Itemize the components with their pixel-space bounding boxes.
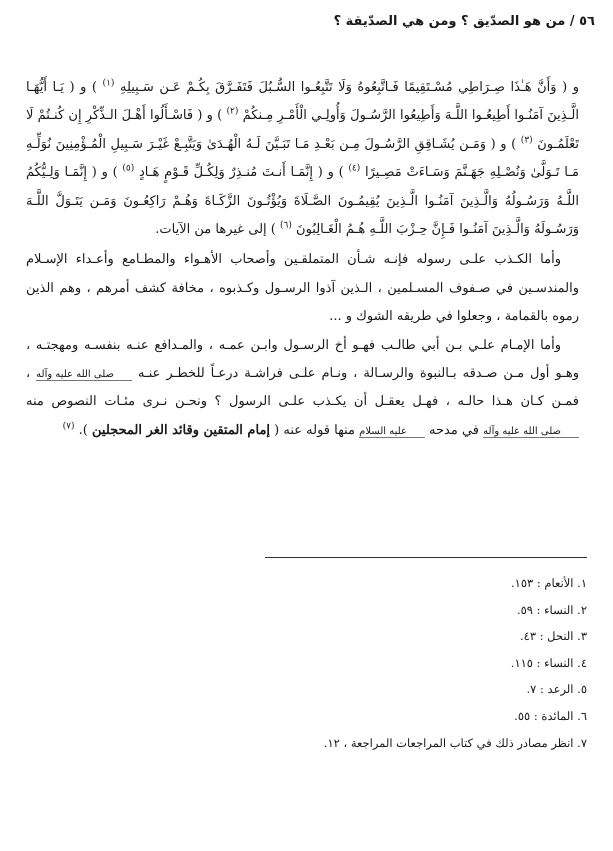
honorific-glyph: عليه السلام — [359, 427, 425, 438]
honorific-glyph: صلى الله عليه وآله — [483, 427, 579, 438]
quran-verse-4: وَمَـن يُشَـاقِقِ الرَّسُـولَ مِـن بَعْـدِ مَـا تَبَـيَّنَ لَـهُ الْهُـدَىٰ وَيَتَّبِـعْ غَيْـرَ سَـبِيلِ الْمُـؤْمِنِينَ نُوَلِّـهِ مَـا تَـوَلَّىٰ وَنُصْـلِهِ جَهَـنَّمَ وَسَـاءَتْ مَصِـيرًا — [26, 136, 579, 181]
imam-text-3: في مدحه — [429, 422, 480, 438]
footnote-ref-3[interactable]: (٣) — [520, 135, 533, 146]
quran-verse-6: إِنَّمَـا وَلِـيُّكُمُ اللَّـهُ وَرَسُـولُهُ وَالَّـذِينَ آمَنُـوا الَّـذِينَ يُقِيمُـونَ الصَّـلَاةَ وَيُؤْتُـونَ الزَّكَـاةَ وَهُـمْ رَاكِعُـونَ وَمَـن يَتَـوَلَّ اللَّـهَ وَرَسُـولَهُ وَالَّـذِينَ آمَنُـوا فَـإِنَّ حِـزْبَ اللَّـهِ هُـمُ الْغَـالِبُونَ — [26, 165, 579, 238]
footnote-item: ٦. المائدة : ٥٥. — [514, 708, 587, 723]
quran-verse-2: يَـا أَيُّهَـا الَّـذِينَ آمَنُـوا أَطِيعُـوا اللَّـهَ وَأَطِيعُوا الرَّسُـولَ وَأُولِـي الْأَمْـرِ مِـنكُمْ — [26, 80, 579, 124]
honorific-glyph: صلى الله عليه وآله — [36, 370, 132, 381]
imam-text-4: منها قوله عنه ( — [274, 422, 355, 438]
paragraph-imam-ali — [26, 332, 579, 446]
paragraph-lying: وأما الكـذب علـى رسوله فإنـه شـأن المتملقـين وأصحاب الأهـواء والمطـامع وأعـداء الإسـلام والمندسـين في صـفوف المسـلمين ، الـذين آذوا الرسـول وكـذبوه ، مخافة كشف أمرهم ، وهم الذين رموه بالقمامة ، وجعلوا في طريقه الشوك و ... — [26, 252, 579, 325]
footnote-item: ٧. انظر مصادر ذلك في كتاب المراجعات المراجعة ، ١٢. — [323, 735, 587, 750]
verses-tail: ) إلى غيرها من الآيات. — [155, 222, 276, 238]
hadith-quote: إمام المتقين وقائد الغر المحجلين — [92, 422, 271, 438]
imam-text-2: ، فمـن كـان هـذا حالـه ، فهـل يعقـل أن يكـذب علـى الرسول ؟ ونحـن نـرى مئـات النصوص منه — [26, 366, 579, 410]
footnote-divider — [265, 557, 587, 558]
connector-3: ) و ( — [490, 136, 517, 152]
paren-open: و ( — [562, 80, 579, 95]
footnote-ref-7[interactable]: (٧) — [62, 421, 75, 432]
quote-close: ). — [78, 422, 88, 438]
quran-verse-5: إِنَّمَـا أَنـتَ مُنـذِرٌ وَلِكُـلِّ قَـوْمٍ هَـادٍ — [139, 165, 314, 181]
footnotes-list — [265, 570, 587, 756]
footnote-item: ٤. النساء : ١١٥. — [510, 655, 587, 670]
connector-4: ) و ( — [317, 165, 344, 181]
footnote-item: ١. الأنعام : ١٥٣. — [511, 576, 587, 590]
footnote-item: ٣. النحل : ٤٣. — [519, 629, 587, 644]
imam-text-1: وأما الإمـام علـي بـن أبي طالـب فهـو أخ الرسـول وابـن عمـه ، والمـدافع عنـه بنفسـه ومهجتـه ، وهـو أول مـن صـدقه بـالنبوة والرسـالة ، ونـام علـى فراشـة درعـاً للخطـر عنـه — [26, 337, 579, 382]
page-header: ٥٦ / من هو الصدّيق ؟ ومن هي الصدّيقة ؟ — [333, 14, 595, 29]
footnote-ref-6[interactable]: (٦) — [280, 220, 292, 231]
footnote-ref-2[interactable]: (٢) — [226, 107, 239, 118]
footnote-item: ٢. النساء : ٥٩. — [516, 602, 587, 617]
quran-verse-3: فَاسْـأَلُوا أَهْـلَ الـذِّكْرِ إِن كُنـتُمْ لَا تَعْلَمُـونَ — [26, 108, 580, 152]
connector-1: ) و ( — [69, 80, 97, 95]
footnote-item: ٥. الرعد : ٧. — [526, 682, 587, 697]
footnote-ref-4[interactable]: (٤) — [348, 163, 361, 174]
paragraph-verses — [26, 74, 579, 244]
main-text — [26, 74, 579, 445]
quran-verse-1: وَأَنَّ هَـٰذَا صِـرَاطِي مُسْـتَقِيمًا فَـاتَّبِعُوهُ وَلَا تَتَّبِعُـوا السُّـبُلَ فَتَفَـرَّقَ بِكُـمْ عَـن سَـبِيلِهِ — [119, 80, 557, 95]
footnote-ref-1[interactable]: (١) — [102, 78, 115, 89]
footnote-ref-5[interactable]: (٥) — [122, 163, 135, 174]
connector-5: ) و ( — [91, 165, 118, 181]
connector-2: ) و ( — [197, 108, 223, 124]
